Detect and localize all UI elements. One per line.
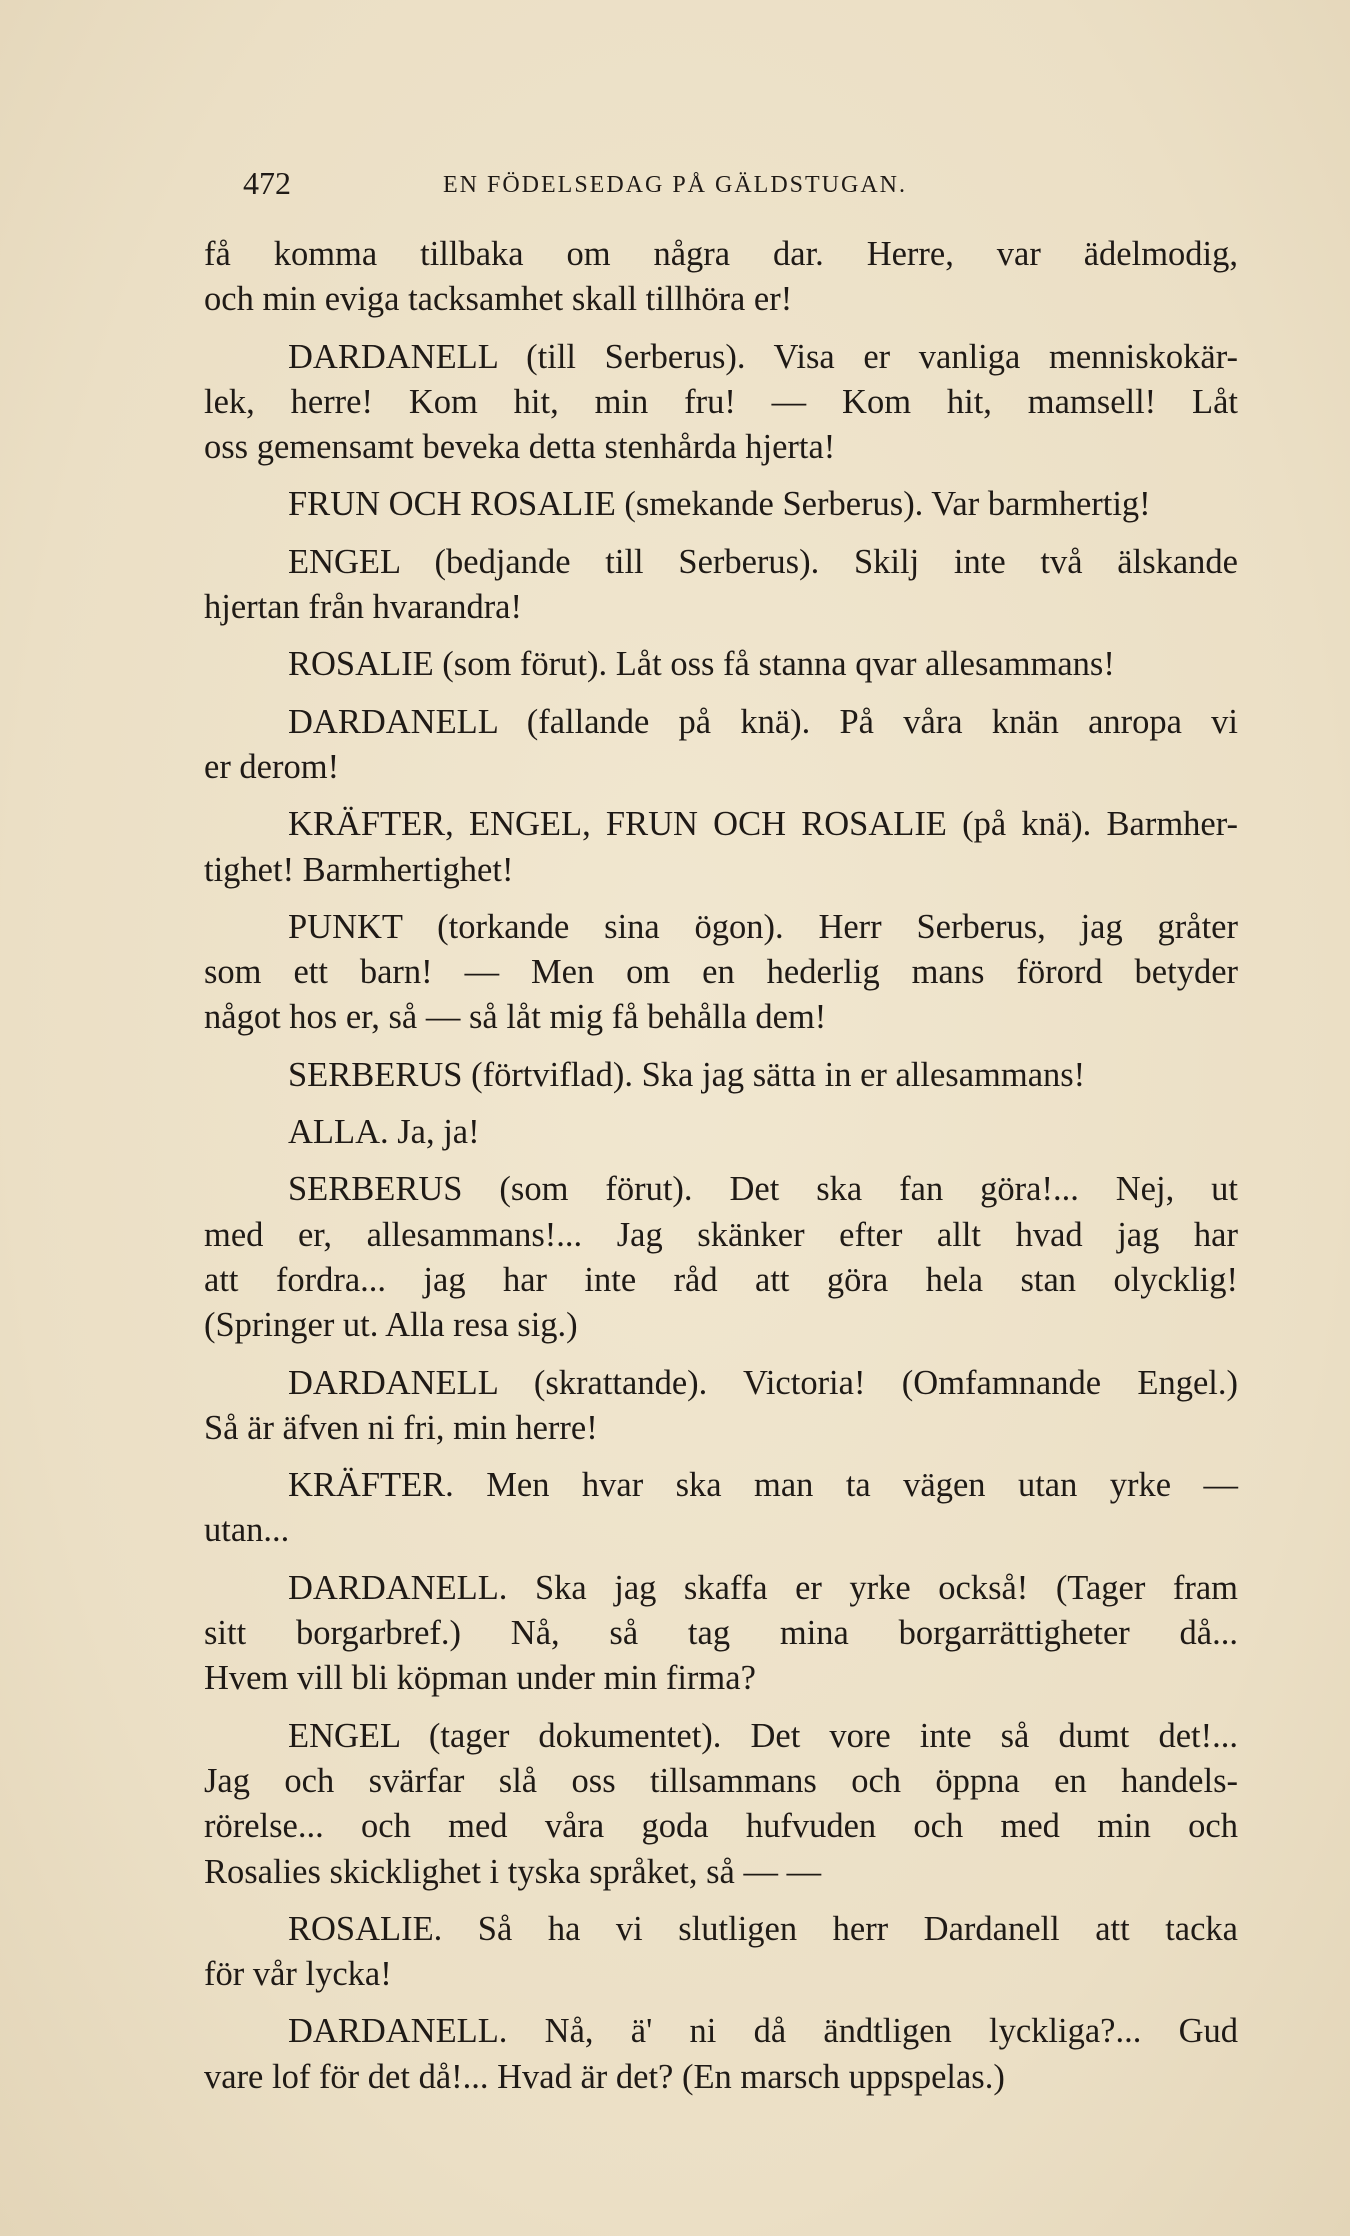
paragraph-gap <box>204 1041 1238 1053</box>
text-line: ROSALIE. Så ha vi slutligen herr Dardanell att tacka <box>288 1909 1238 1948</box>
text-line: DARDANELL (fallande på knä). På våra knän anropa vi <box>288 702 1238 741</box>
text-line: sitt borgarbref.) Nå, så tag mina borgarrättigheter då... <box>204 1614 1238 1653</box>
text-line: oss gemensamt beveka detta stenhårda hjerta! <box>204 428 836 467</box>
text-line: SERBERUS (som förut). Det ska fan göra!... Nej, ut <box>288 1170 1238 1209</box>
text-line: FRUN OCH ROSALIE (smekande Serberus). Var barmhertig! <box>288 485 1151 524</box>
text-line: med er, allesammans!... Jag skänker efter allt hvad jag har <box>204 1215 1238 1254</box>
text-line: Så är äfven ni fri, min herre! <box>204 1408 598 1447</box>
paragraph-gap <box>204 630 1238 642</box>
running-title: EN FÖDELSEDAG PÅ GÄLDSTUGAN. <box>443 172 907 198</box>
text-line: få komma tillbaka om några dar. Herre, var ädelmodig, <box>204 235 1238 273</box>
text-line: som ett barn! — Men om en hederlig mans förord betyder <box>204 953 1238 992</box>
text-line: DARDANELL. Nå, ä' ni då ändtligen lyckliga?... Gud <box>288 2012 1238 2051</box>
page-number: 472 <box>243 165 291 201</box>
paragraph-gap <box>204 790 1238 802</box>
paragraph-gap <box>204 1895 1238 1907</box>
text-line: hjertan från hvarandra! <box>204 588 522 627</box>
text-line: SERBERUS (förtviflad). Ska jag sätta in er allesammans! <box>288 1055 1086 1094</box>
paragraph-gap <box>204 1702 1238 1714</box>
text-line: (Springer ut. Alla resa sig.) <box>204 1306 578 1345</box>
text-line: tighet! Barmhertighet! <box>204 850 514 889</box>
text-line: rörelse... och med våra goda hufvuden och med min och <box>204 1807 1238 1846</box>
paragraph-gap <box>204 1349 1238 1361</box>
text-line: DARDANELL (till Serberus). Visa er vanliga menniskokär- <box>288 337 1238 376</box>
text-line: Hvem vill bli köpman under min firma? <box>204 1659 756 1698</box>
text-line: vare lof för det då!... Hvad är det? (En marsch uppspelas.) <box>204 2057 1005 2096</box>
text-line: något hos er, så — så låt mig få behålla dem! <box>204 998 827 1037</box>
paragraph-gap <box>204 688 1238 700</box>
text-line: er derom! <box>204 747 340 786</box>
paragraph-gap <box>204 1155 1238 1167</box>
text-line: DARDANELL. Ska jag skaffa er yrke också! (Tager fram <box>288 1568 1238 1607</box>
text-line: lek, herre! Kom hit, min fru! — Kom hit, mamsell! Låt <box>204 382 1238 421</box>
paragraph-gap <box>204 323 1238 335</box>
paragraph-gap <box>204 893 1238 905</box>
page-header <box>243 163 1243 203</box>
text-line: KRÄFTER. Men hvar ska man ta vägen utan yrke — <box>288 1466 1238 1505</box>
paragraph-gap <box>204 1451 1238 1463</box>
text-line: ALLA. Ja, ja! <box>288 1113 480 1152</box>
paragraph-gap <box>204 470 1238 482</box>
text-line: Rosalies skicklighet i tyska språket, så — — <box>204 1852 822 1891</box>
text-line: PUNKT (torkande sina ögon). Herr Serberus, jag gråter <box>288 907 1238 946</box>
text-line: utan... <box>204 1511 290 1550</box>
paragraph-gap <box>204 1997 1238 2009</box>
text-line: för vår lycka! <box>204 1955 392 1994</box>
dialogue-text <box>204 232 1238 2100</box>
text-line: ROSALIE (som förut). Låt oss få stanna qvar allesammans! <box>288 645 1115 684</box>
text-line: DARDANELL (skrattande). Victoria! (Omfamnande Engel.) <box>288 1363 1238 1402</box>
text-line: och min eviga tacksamhet skall tillhöra er! <box>204 280 793 319</box>
paragraph-gap <box>204 1098 1238 1110</box>
text-line: ENGEL (bedjande till Serberus). Skilj inte två älskande <box>288 542 1238 581</box>
paragraph-gap <box>204 528 1238 540</box>
text-line: Jag och svärfar slå oss tillsammans och öppna en handels- <box>204 1761 1238 1800</box>
text-line: ENGEL (tager dokumentet). Det vore inte så dumt det!... <box>288 1716 1238 1755</box>
text-line: KRÄFTER, ENGEL, FRUN OCH ROSALIE (på knä). Barmher- <box>288 805 1238 844</box>
text-line: att fordra... jag har inte råd att göra hela stan olycklig! <box>204 1260 1238 1299</box>
paragraph-gap <box>204 1554 1238 1566</box>
